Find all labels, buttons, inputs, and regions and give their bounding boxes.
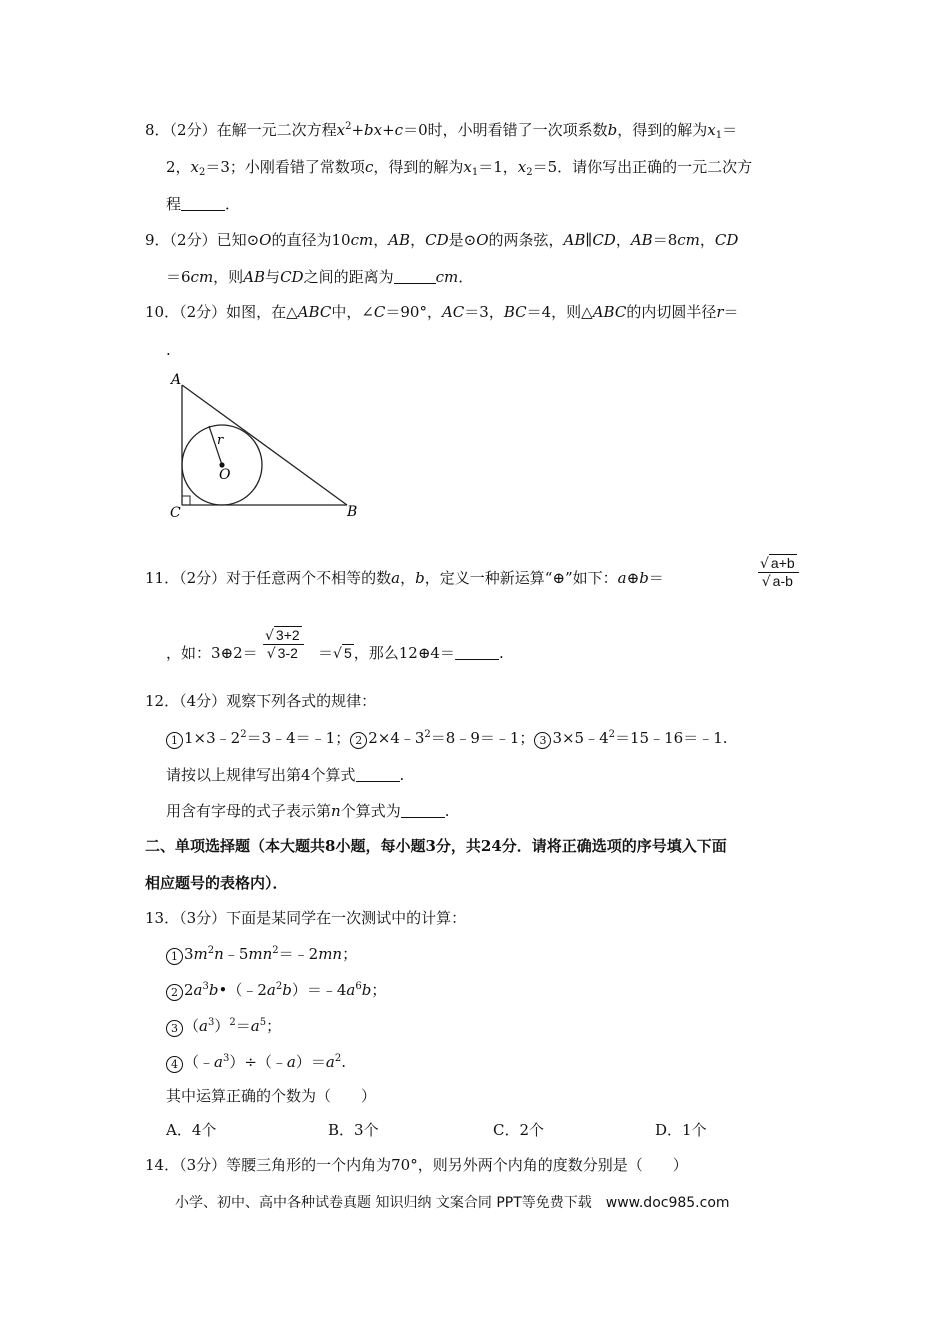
q13-expr: ） (214, 1017, 230, 1035)
question-number: 12． (145, 692, 180, 710)
math-a: a (617, 569, 627, 587)
q9-text: ， (615, 231, 631, 249)
q12-expr: 2×4﹣3 (368, 729, 425, 747)
option-c[interactable]: C．2个 (493, 1121, 545, 1139)
q9-text: 之间的距离为 (303, 268, 394, 286)
radicand: 3-2 (277, 645, 298, 661)
q10-text: . (166, 341, 171, 359)
math-a: a (214, 1053, 223, 1071)
q9-text: ， (373, 231, 389, 249)
q8-line-1: 8．（2分）在解一元二次方程$x^2+bx+c=0$时，小明看错了一次项系数b，得到的解为$x_1=$ (145, 121, 738, 141)
math-a: a (250, 1017, 260, 1035)
equals-sign: ＝ (648, 569, 664, 587)
q13-expr: ＝ (235, 1017, 251, 1035)
math-a: a (391, 569, 401, 587)
q9-text: 的直径为10 (271, 231, 351, 249)
math-b: b (361, 981, 372, 999)
radical: √ 3-2 (266, 645, 298, 662)
q8-text: ＝1， (478, 158, 518, 176)
q12-expr: 3×5﹣4 (552, 729, 609, 747)
q9-text: 的两条弦， (488, 231, 564, 249)
question-score: （2分） (169, 231, 217, 249)
q12-text: . (399, 766, 405, 784)
math-b: b (607, 121, 618, 139)
math-unit: cm (190, 268, 214, 286)
math-O: O (259, 231, 272, 249)
q12-expr: 1×3﹣2 (184, 729, 241, 747)
q12-text: 个算式为 (340, 802, 401, 820)
side-AB (182, 385, 347, 505)
q10-text: 如图，在△ (226, 303, 298, 321)
q14-text: 等腰三角形的一个内角为70°，则另外两个内角的度数分别是（ ） (226, 1156, 688, 1174)
q9-text: ， (699, 231, 715, 249)
question-score: （3分） (179, 909, 227, 927)
math-a: a (286, 1053, 296, 1071)
radicand: 3+2 (275, 627, 300, 643)
circled-number: 1 (166, 732, 183, 749)
q8-text: ，得到的解为 (373, 158, 464, 176)
math-a: a (193, 981, 203, 999)
q13-expr: ＝﹣2 (278, 945, 319, 963)
operator-sign: ⊕ (626, 569, 640, 587)
q14-line-1 (145, 1155, 688, 1175)
q12-text: . (444, 802, 450, 820)
answer-blank[interactable] (356, 767, 400, 782)
q13-expr: •（﹣2 (218, 981, 267, 999)
q9-text: ＝6 (166, 268, 191, 286)
fraction-numerator (758, 555, 799, 573)
q10-text: 的内切圆半径 (626, 303, 717, 321)
q13-item-1 (166, 944, 357, 965)
q13-line-1 (145, 908, 466, 928)
q11-line-2b (318, 643, 504, 664)
q8-line-3 (166, 194, 240, 214)
math-x1: x (707, 121, 716, 139)
label-O: O (219, 467, 231, 483)
q8-text: ＝5．请你写出正确的一元二次方 (532, 158, 753, 176)
option-b[interactable]: B．3个 (328, 1121, 379, 1139)
q10-text: ＝4，则△ (526, 303, 593, 321)
exp-2: 2 (424, 729, 431, 740)
fraction-denominator (758, 573, 799, 590)
q9-line-1: 9．（2分）已知⊙O的直径为10cm，AB，CD是⊙O的两条弦，AB∥CD，AB＝8cm，CD (145, 231, 739, 249)
q8-text: 在解一元二次方程 (216, 121, 337, 139)
q9-text: ，则 (213, 268, 244, 286)
q13-item-4 (166, 1052, 346, 1073)
sub-2: 2 (526, 167, 533, 178)
exp-2: 2 (345, 121, 352, 132)
q13-expr: ）＝ (295, 1053, 326, 1071)
exp-2: 2 (334, 1053, 342, 1064)
q13-expr: 3 (184, 945, 194, 963)
math-b: b (415, 569, 425, 587)
radical: √ a-b (761, 573, 793, 590)
q11-text: ，那么12⊕4＝ (353, 644, 455, 662)
sub-2: 2 (199, 167, 206, 178)
q8-text: ＝0时，小明看错了一次项系数 (403, 121, 608, 139)
math-x: x (336, 121, 346, 139)
q11-text: 对于任意两个不相等的数 (226, 569, 392, 587)
section-heading: 二、单项选择题（本大题共8小题，每小题3分，共24分．请将正确选项的序号填入下面 (145, 837, 727, 855)
right-angle-mark (182, 496, 190, 505)
q11-line-1 (145, 568, 664, 588)
math-mn: mn (248, 945, 273, 963)
radical: √ 5 (333, 645, 352, 662)
question-score: （3分） (179, 1156, 227, 1174)
radicand: a+b (770, 555, 795, 571)
math-n: n (331, 802, 341, 820)
math-r: r (716, 303, 724, 321)
math-x2: x (517, 158, 527, 176)
circled-number: 4 (166, 1056, 183, 1073)
answer-blank[interactable] (394, 269, 436, 284)
math-x2: x (190, 158, 200, 176)
math-ABC: ABC (297, 303, 332, 321)
math-a: a (325, 1053, 335, 1071)
q9-text: 与 (265, 268, 281, 286)
q10-text: ＝ (723, 303, 739, 321)
q13-expr: ）＝﹣4 (291, 981, 347, 999)
q10-text: 中，∠ (331, 303, 374, 321)
q8-text: ． (225, 195, 241, 213)
q11-text: ，如：3⊕2＝ (166, 644, 258, 662)
exp-3: 3 (202, 981, 209, 992)
q13-expr: （﹣ (184, 1053, 215, 1071)
q12-line-2 (166, 728, 728, 749)
radicand: a-b (772, 573, 793, 589)
label-C: C (170, 505, 181, 521)
question-number: 10． (145, 303, 180, 321)
q13-text: 下面是某同学在一次测试中的计算： (226, 909, 467, 927)
math-b: bx (364, 121, 383, 139)
math-b: b (282, 981, 292, 999)
circled-number: 1 (166, 948, 183, 965)
q12-expr: ＝3﹣4＝﹣1； (246, 729, 351, 747)
math-AB: AB (243, 268, 266, 286)
exp-6: 6 (355, 981, 362, 992)
q10-text: ＝90°， (385, 303, 442, 321)
math-b: b (208, 981, 219, 999)
q12-line-1 (145, 691, 376, 711)
exp-2: 2 (272, 945, 279, 956)
parallel-sign: ∥ (585, 231, 593, 249)
q10-text: ＝3， (464, 303, 504, 321)
question-number: 8． (145, 121, 170, 139)
fraction-denominator (263, 645, 304, 662)
section-heading-cont: 相应题号的表格内）． (145, 874, 288, 892)
math-unit: cm (350, 231, 374, 249)
circled-number: 3 (166, 1020, 183, 1037)
q11-line-2 (166, 643, 258, 663)
circled-number: 3 (534, 732, 551, 749)
q13-item-2 (166, 980, 386, 1001)
q12-line-3 (166, 765, 404, 785)
radical: √ a+b (760, 555, 795, 572)
q9-text: 是⊙ (448, 231, 477, 249)
q11-text: ， (400, 569, 416, 587)
q13-expr: ； (266, 1017, 282, 1035)
q8-text: ，得到的解为 (617, 121, 708, 139)
math-ABC: ABC (592, 303, 627, 321)
exp-2: 2 (275, 981, 283, 992)
question-score: （4分） (179, 692, 227, 710)
math-AB: AB (388, 231, 411, 249)
math-m: m (193, 945, 208, 963)
exp-2: 2 (240, 729, 247, 740)
math-AC: AC (441, 303, 465, 321)
q13-question: 其中运算正确的个数为（ ） (166, 1087, 377, 1105)
q11-text: ＝ (318, 644, 334, 662)
q10-line-1 (145, 302, 739, 322)
math-a: a (199, 1017, 208, 1035)
radicand: 5 (343, 645, 352, 661)
q10-line-2 (166, 340, 171, 360)
math-CD: CD (280, 268, 304, 286)
math-a: a (346, 981, 356, 999)
q13-expr: ）÷（﹣ (229, 1053, 287, 1071)
q13-expr: . (341, 1053, 346, 1071)
q9-text: ＝8 (652, 231, 678, 249)
math-n: n (214, 945, 224, 963)
circled-number: 2 (350, 732, 367, 749)
math-BC: BC (503, 303, 527, 321)
incircle-triangle-figure (165, 368, 370, 523)
answer-blank[interactable] (401, 803, 445, 818)
exp-2: 2 (229, 1017, 236, 1028)
q9-text: 已知⊙ (216, 231, 260, 249)
math-a: a (266, 981, 276, 999)
label-r: r (217, 433, 224, 448)
q12-expr: ＝15﹣16＝﹣1. (615, 729, 728, 747)
question-number: 9． (145, 231, 170, 249)
math-C: C (373, 303, 386, 321)
radical: √ 3+2 (265, 627, 300, 644)
question-number: 14． (145, 1156, 180, 1174)
question-score: （2分） (179, 303, 227, 321)
math-x1: x (463, 158, 472, 176)
q12-text: 观察下列各式的规律： (226, 692, 377, 710)
math-CD: CD (714, 231, 739, 249)
exp-2: 2 (608, 729, 616, 740)
label-B: B (347, 504, 358, 520)
option-d[interactable]: D．1个 (655, 1121, 707, 1139)
example-fraction (263, 627, 304, 662)
math-CD: CD (425, 231, 449, 249)
math-c: c (364, 158, 374, 176)
exp-2: 2 (207, 945, 215, 956)
q11-text: ，定义一种新运算“⊕”如下： (424, 569, 618, 587)
exp-5: 5 (259, 1017, 267, 1028)
q13-expr: （ (184, 1017, 200, 1035)
q8-text: 2， (166, 158, 191, 176)
math-CD: CD (592, 231, 616, 249)
q12-text: 请按以上规律写出第4个算式 (166, 766, 356, 784)
math-unit: cm (677, 231, 700, 249)
math-AB: AB (563, 231, 586, 249)
sub-1: 1 (471, 167, 479, 178)
q13-expr: ﹣5 (223, 945, 249, 963)
math-AB: AB (630, 231, 653, 249)
q12-expr: ＝8﹣9＝﹣1； (430, 729, 535, 747)
math-mn: mn (318, 945, 343, 963)
answer-blank[interactable] (181, 196, 225, 211)
circled-number: 2 (166, 984, 183, 1001)
page-footer: 小学、初中、高中各种试卷真题 知识归纳 文案合同 PPT等免费下载 www.doc985.com (175, 1195, 730, 1211)
q13-expr: 2 (184, 981, 194, 999)
sub-1: 1 (715, 130, 723, 141)
q13-expr: ； (371, 981, 387, 999)
q8-text: ＝3；小刚看错了常数项 (205, 158, 365, 176)
math-c: c (394, 121, 404, 139)
answer-blank[interactable] (455, 645, 499, 660)
unit-label: cm (435, 268, 459, 286)
q11-text: . (498, 644, 504, 662)
definition-fraction (758, 555, 799, 590)
q8-text: 程 (166, 195, 182, 213)
label-A: A (171, 372, 182, 388)
fraction-numerator (263, 627, 304, 645)
exp-3: 3 (207, 1017, 215, 1028)
question-number: 13． (145, 909, 180, 927)
q12-text: 用含有字母的式子表示第 (166, 802, 332, 820)
q12-line-4 (166, 801, 449, 821)
question-score: （2分） (179, 569, 227, 587)
q8-line-2 (166, 157, 752, 177)
q9-text: ． (458, 268, 474, 286)
exp-3: 3 (222, 1053, 230, 1064)
question-number: 11． (145, 569, 180, 587)
q9-line-2 (166, 267, 473, 287)
math-O: O (476, 231, 489, 249)
question-score: （2分） (169, 121, 217, 139)
q13-item-3 (166, 1016, 281, 1037)
math-b: b (639, 569, 649, 587)
q13-expr: ； (342, 945, 358, 963)
option-a[interactable]: A．4个 (166, 1121, 217, 1139)
